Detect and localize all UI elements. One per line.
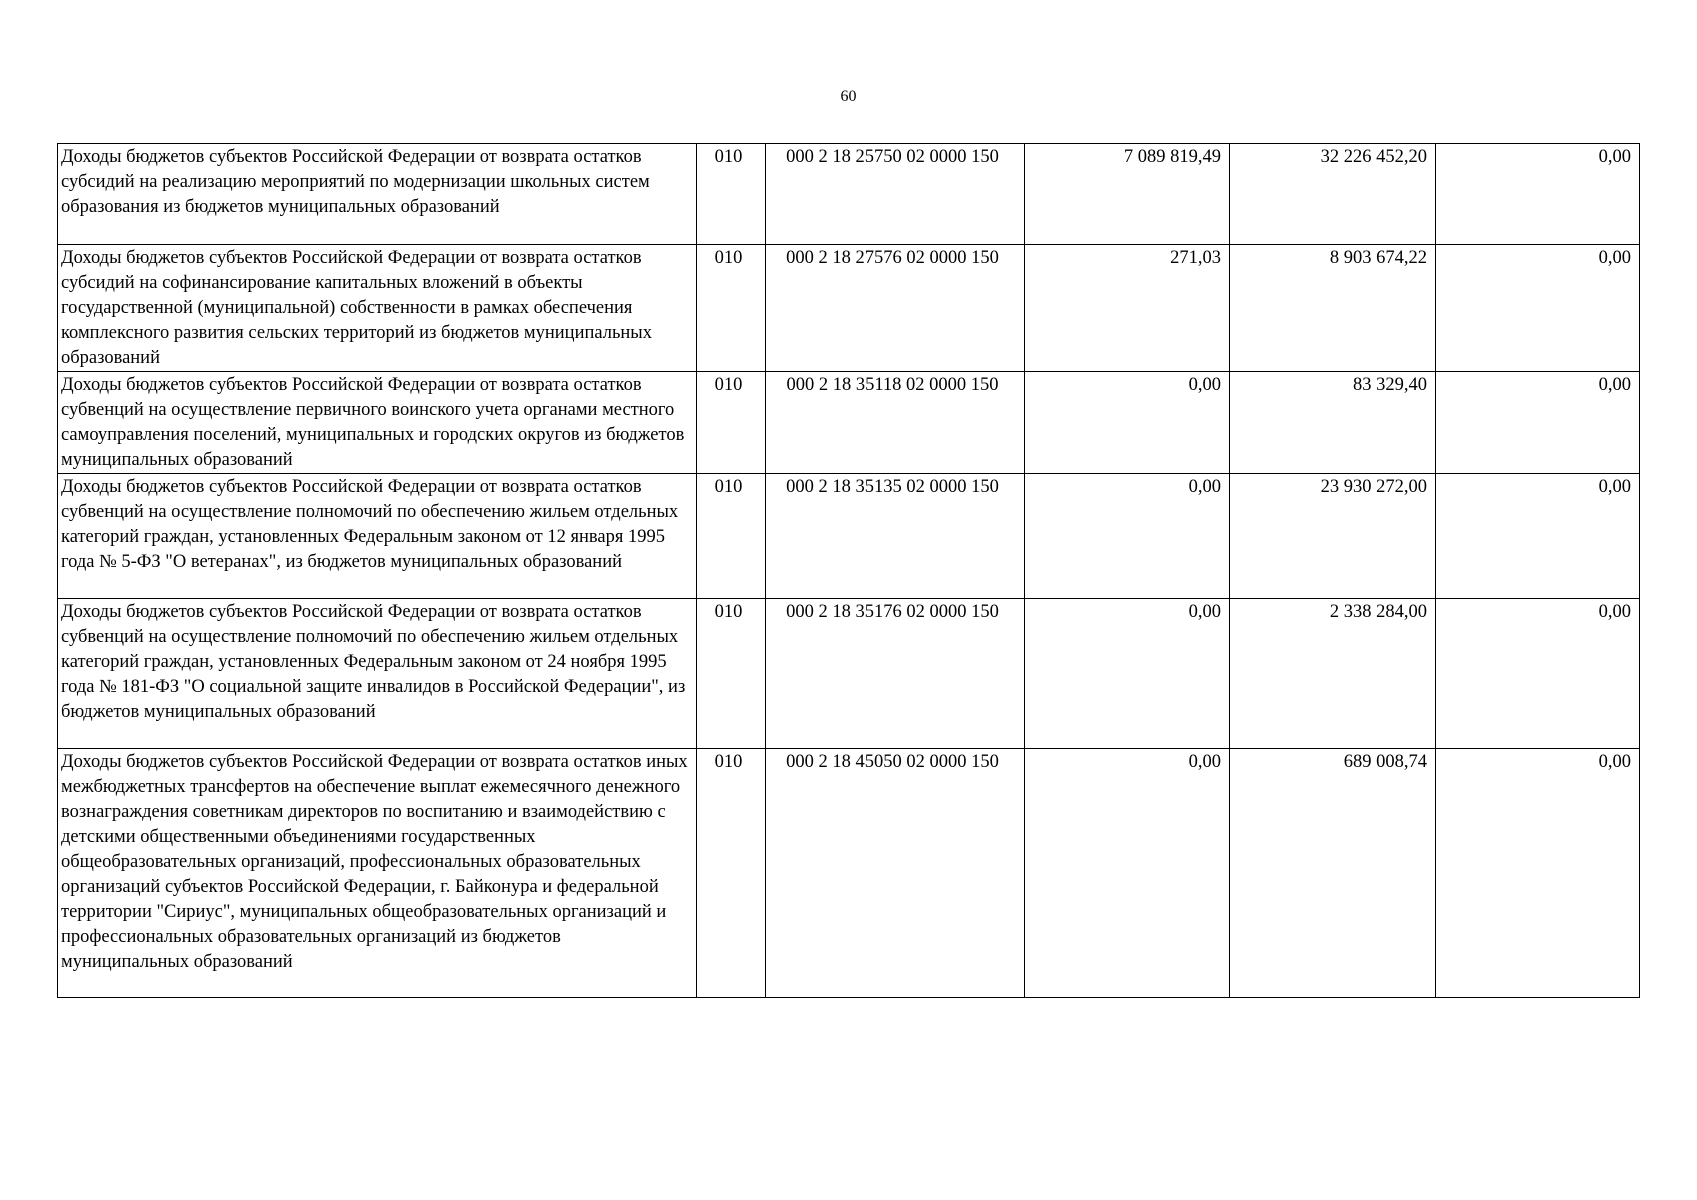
classification-code: 000 2 18 35118 02 0000 150 — [766, 372, 1025, 474]
revenue-description: Доходы бюджетов субъектов Российской Федерации от возврата остатков субсидий на софинансирование капитальных вложений в объекты государственной (муниципальной) собственности в рамках обеспечения комплексного развития сельских территорий из бюджетов муниципальных образований — [58, 245, 697, 372]
revenue-description: Доходы бюджетов субъектов Российской Федерации от возврата остатков субсидий на реализацию мероприятий по модернизации школьных систем образования из бюджетов муниципальных образований — [58, 144, 697, 245]
value-cell-2: 689 008,74 — [1230, 749, 1436, 998]
value-cell-3: 0,00 — [1436, 245, 1640, 372]
table-row — [58, 599, 1640, 749]
value-cell-3: 0,00 — [1436, 749, 1640, 998]
value-cell-3: 0,00 — [1436, 474, 1640, 599]
revenue-description: Доходы бюджетов субъектов Российской Федерации от возврата остатков субвенций на осуществление первичного воинского учета органами местного самоуправления поселений, муниципальных и городских округов из бюджетов муниципальных образований — [58, 372, 697, 474]
value-cell-3: 0,00 — [1436, 372, 1640, 474]
value-cell-1: 0,00 — [1025, 599, 1230, 749]
table-row — [58, 245, 1640, 372]
table-row — [58, 749, 1640, 998]
budget-revenue-table — [57, 143, 1640, 998]
classification-code: 000 2 18 27576 02 0000 150 — [766, 245, 1025, 372]
admin-code: 010 — [697, 749, 766, 998]
classification-code: 000 2 18 25750 02 0000 150 — [766, 144, 1025, 245]
admin-code: 010 — [697, 372, 766, 474]
revenue-description: Доходы бюджетов субъектов Российской Федерации от возврата остатков субвенций на осуществление полномочий по обеспечению жильем отдельных категорий граждан, установленных Федеральным законом от 12 января 1995 года № 5-ФЗ "О ветеранах", из бюджетов муниципальных образований — [58, 474, 697, 599]
value-cell-1: 0,00 — [1025, 749, 1230, 998]
admin-code: 010 — [697, 245, 766, 372]
page-number: 60 — [840, 88, 857, 105]
classification-code: 000 2 18 35135 02 0000 150 — [766, 474, 1025, 599]
admin-code: 010 — [697, 144, 766, 245]
value-cell-1: 7 089 819,49 — [1025, 144, 1230, 245]
revenue-description: Доходы бюджетов субъектов Российской Федерации от возврата остатков субвенций на осуществление полномочий по обеспечению жильем отдельных категорий граждан, установленных Федеральным законом от 24 ноября 1995 года № 181-ФЗ "О социальной защите инвалидов в Российской Федерации", из бюджетов муниципальных образований — [58, 599, 697, 749]
revenue-description: Доходы бюджетов субъектов Российской Федерации от возврата остатков иных межбюджетных трансфертов на обеспечение выплат ежемесячного денежного вознаграждения советникам директоров по воспитанию и взаимодействию с детскими общественными объединениями государственных общеобразовательных организаций, профессиональных образовательных организаций субъектов Российской Федерации, г. Байконура и федеральной территории "Сириус", муниципальных общеобразовательных организаций и профессиональных образовательных организаций из бюджетов муниципальных образований — [58, 749, 697, 998]
table-row — [58, 372, 1640, 474]
value-cell-3: 0,00 — [1436, 599, 1640, 749]
admin-code: 010 — [697, 474, 766, 599]
value-cell-1: 0,00 — [1025, 474, 1230, 599]
value-cell-2: 32 226 452,20 — [1230, 144, 1436, 245]
value-cell-2: 83 329,40 — [1230, 372, 1436, 474]
classification-code: 000 2 18 45050 02 0000 150 — [766, 749, 1025, 998]
value-cell-2: 2 338 284,00 — [1230, 599, 1436, 749]
admin-code: 010 — [697, 599, 766, 749]
table-row — [58, 144, 1640, 245]
value-cell-1: 0,00 — [1025, 372, 1230, 474]
value-cell-1: 271,03 — [1025, 245, 1230, 372]
classification-code: 000 2 18 35176 02 0000 150 — [766, 599, 1025, 749]
table-row — [58, 474, 1640, 599]
value-cell-2: 23 930 272,00 — [1230, 474, 1436, 599]
value-cell-3: 0,00 — [1436, 144, 1640, 245]
value-cell-2: 8 903 674,22 — [1230, 245, 1436, 372]
